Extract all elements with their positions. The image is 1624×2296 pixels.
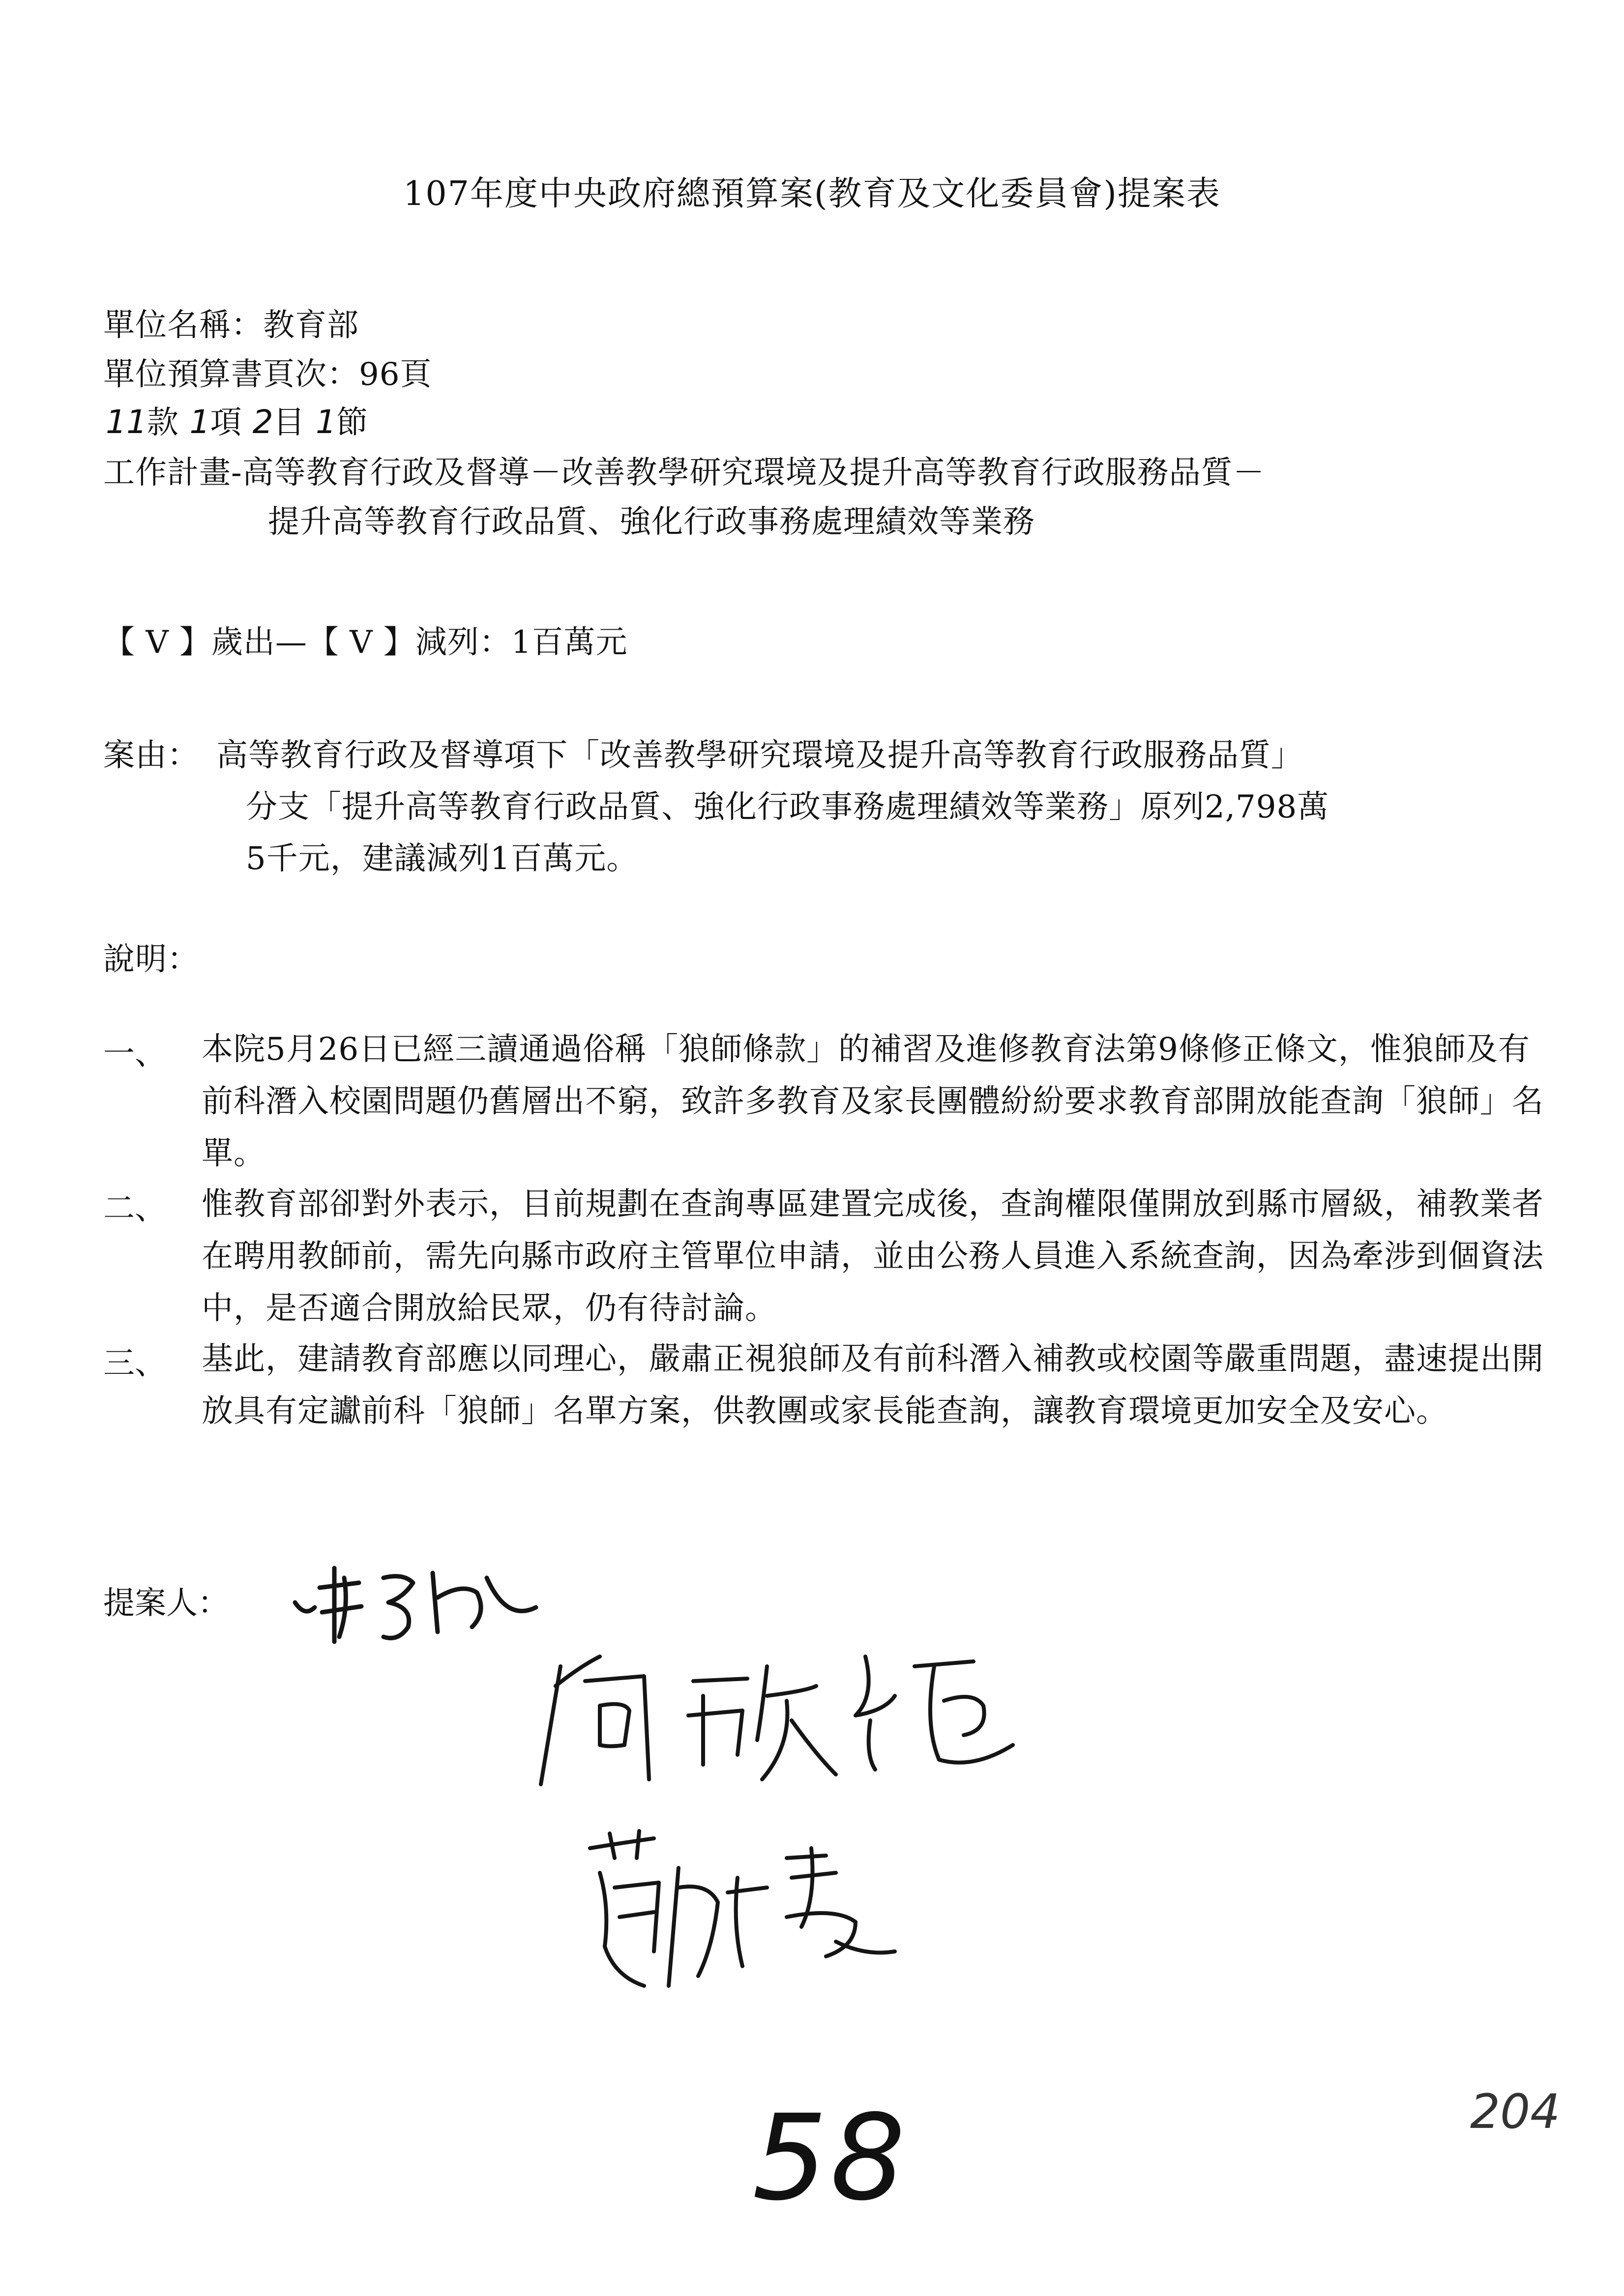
jie-label: 節 — [336, 405, 369, 441]
kuan-label: 款 — [147, 405, 179, 441]
reason-label: 案由： — [103, 737, 199, 774]
xiang-number: 1 — [189, 403, 210, 441]
page-number: 58 — [752, 2089, 909, 2227]
document-title: 107年度中央政府總預算案(教育及文化委員會)提案表 — [403, 174, 1221, 213]
reason-line-1: 高等教育行政及督導項下「改善教學研究環境及提升高等教育行政服務品質」 — [216, 737, 1303, 774]
explanation-number-1: 一、 — [103, 1036, 166, 1072]
work-plan-line-1: 工作計畫-高等教育行政及督導－改善教學研究環境及提升高等教育行政服務品質－ — [103, 455, 1265, 491]
explanation-text-2: 惟教育部卻對外表示，目前規劃在查詢專區建置完成後，查詢權限僅開放到縣市層級，補教業者在聘用教師前，需先向縣市政府主管單位申請，並由公務人員進入系統查詢，因為牽涉到個資法中，是否適合開放給民眾，仍有待討論。 — [202, 1186, 1544, 1327]
mu-number: 2 — [252, 403, 273, 441]
proposer-label: 提案人： — [103, 1585, 229, 1622]
action-line: 【 V 】歲出—【 V 】減列：1百萬元 — [103, 624, 628, 661]
work-plan-line-2: 提升高等教育行政品質、強化行政事務處理績效等業務 — [268, 504, 1035, 540]
budget-page: 單位預算書頁次：96頁 — [103, 356, 432, 393]
mu-label: 目 — [273, 405, 305, 441]
kuan-number: 11 — [106, 403, 147, 441]
signature-2 — [531, 1637, 1023, 1804]
reason-line-3: 5千元，建議減列1百萬元。 — [246, 841, 639, 877]
unit-name: 單位名稱：教育部 — [103, 307, 359, 344]
corner-mark: 204 — [1470, 2084, 1561, 2139]
section-line — [106, 397, 368, 442]
explanation-text-3: 基此，建請教育部應以同理心，嚴肅正視狼師及有前科潛入補教或校園等嚴重問題，盡速提出開放具有定讞前科「狼師」名單方案，供教團或家長能查詢，讓教育環境更加安全及安心。 — [202, 1341, 1544, 1429]
explanation-number-3: 三、 — [103, 1345, 166, 1382]
reason-line-2: 分支「提升高等教育行政品質、強化行政事務處理績效等業務」原列2,798萬 — [246, 789, 1329, 825]
explanation-number-2: 二、 — [103, 1191, 166, 1227]
signature-3 — [580, 1829, 915, 2005]
explanation-text-1: 本院5月26日已經三讀通過俗稱「狼師條款」的補習及進修教育法第9條修正條文，惟狼師及有前科潛入校園問題仍舊層出不窮，致許多教育及家長團體紛紛要求教育部開放能查詢「狼師」名單。 — [202, 1031, 1544, 1172]
signature-1 — [275, 1548, 551, 1657]
explanation-label: 說明： — [103, 941, 199, 978]
xiang-label: 項 — [210, 405, 242, 441]
jie-number: 1 — [316, 403, 337, 441]
